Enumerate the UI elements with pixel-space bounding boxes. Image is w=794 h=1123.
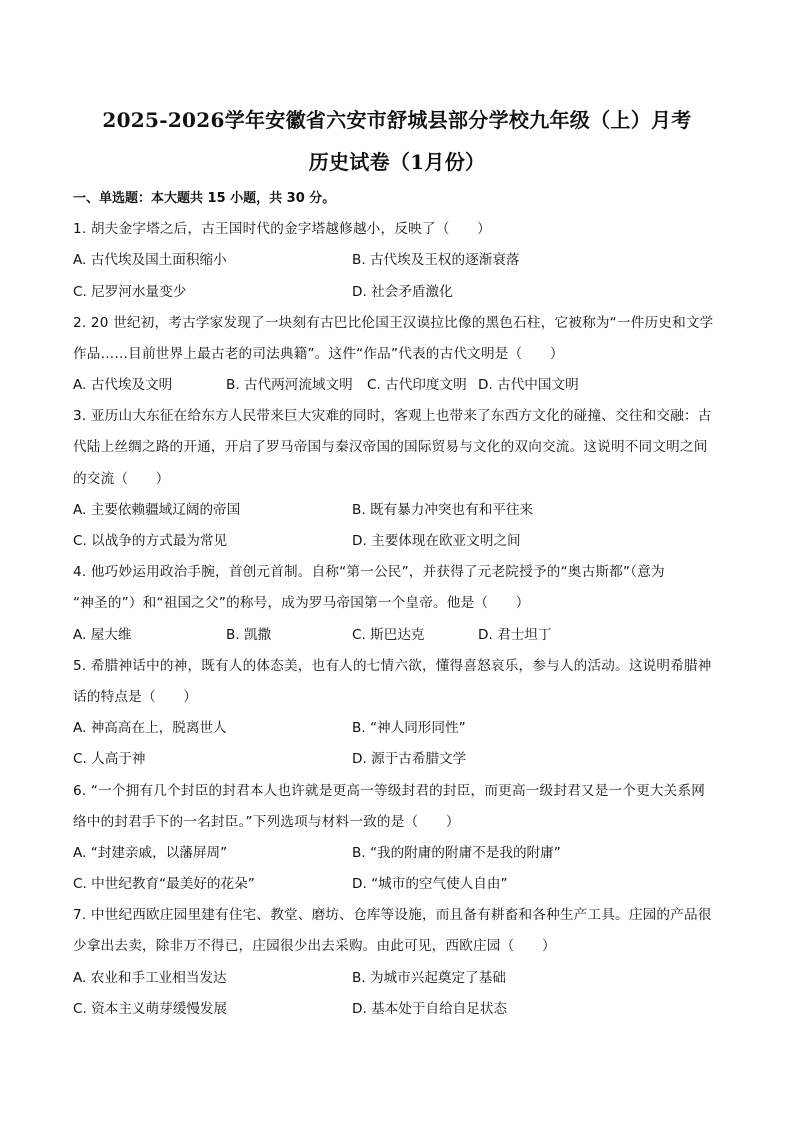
question-5-option-c: C. 人高于神	[73, 751, 146, 767]
question-7-option-b: B. 为城市兴起奠定了基础	[352, 970, 506, 986]
question-5-text: 5. 希腊神话中的神，既有人的体态美，也有人的七情六欲，懂得喜怒哀乐，参与人的活动。这说明希腊神	[73, 658, 712, 674]
section-heading: 一、单选题：本大题共 15 小题，共 30 分。	[73, 191, 336, 206]
question-6-option-c: C. 中世纪教育“最美好的花朵”	[73, 876, 255, 892]
question-2-text: 作品……目前世界上最古老的司法典籍”。这件“作品”代表的古代文明是（ ）	[73, 346, 564, 362]
question-1-option-d: D. 社会矛盾激化	[352, 284, 453, 300]
question-5-option-d: D. 源于古希腊文学	[352, 751, 467, 767]
question-6-text: 6. “一个拥有几个封臣的封君本人也许就是更高一等级封君的封臣，而更高一级封君又是一个更大关系网	[73, 783, 706, 799]
question-3-option-b: B. 既有暴力冲突也有和平往来	[352, 502, 534, 518]
question-3-option-a: A. 主要依赖疆域辽阔的帝国	[73, 502, 241, 518]
question-4-text: 4. 他巧妙运用政治手腕，首创元首制。自称“第一公民”，并获得了元老院授予的“奥古斯都”（意为	[73, 564, 665, 580]
question-3-text: 3. 亚历山大东征在给东方人民带来巨大灾难的同时，客观上也带来了东西方文化的碰撞、交往和交融：古	[73, 408, 712, 424]
question-4-text: “神圣的”）和“祖国之父”的称号，成为罗马帝国第一个皇帝。他是（ ）	[73, 595, 530, 611]
question-4-option-b: B. 凯撒	[226, 627, 272, 643]
question-3-text: 的交流（ ）	[73, 471, 170, 487]
question-6-option-a: A. “封建亲戚，以藩屏周”	[73, 845, 228, 861]
question-4-option-d: D. 君士坦丁	[478, 627, 552, 643]
question-2-text: 2. 20 世纪初，考古学家发现了一块刻有古巴比伦国王汉谟拉比像的黑色石柱，它被称为“一件历史和文学	[73, 315, 714, 331]
exam-title-line1: 2025-2026学年安徽省六安市舒城县部分学校九年级（上）月考	[102, 108, 692, 132]
question-3-text: 代陆上丝绸之路的开通，开启了罗马帝国与秦汉帝国的国际贸易与文化的双向交流。这说明不同文明之间	[73, 439, 708, 455]
question-1-option-c: C. 尼罗河水量变少	[73, 284, 187, 300]
question-5-option-b: B. “神人同形同性”	[352, 720, 466, 736]
question-7-option-a: A. 农业和手工业相当发达	[73, 970, 227, 986]
question-3-option-d: D. 主要体现在欧亚文明之间	[352, 533, 521, 549]
question-2-option-c: C. 古代印度文明	[367, 377, 467, 393]
question-3-option-c: C. 以战争的方式最为常见	[73, 533, 228, 549]
exam-title-line2: 历史试卷（1月份）	[308, 150, 486, 174]
question-6-text: 络中的封君手下的一名封臣。”下列选项与材料一致的是（ ）	[73, 814, 460, 830]
question-2-option-d: D. 古代中国文明	[478, 377, 579, 393]
question-4-option-a: A. 屋大维	[73, 627, 132, 643]
question-1-text: 1. 胡夫金字塔之后，古王国时代的金字塔越修越小，反映了（ ）	[73, 221, 491, 237]
question-5-text: 话的特点是（ ）	[73, 689, 198, 705]
question-1-option-a: A. 古代埃及国土面积缩小	[73, 252, 227, 268]
question-7-text: 少拿出去卖，除非万不得已，庄园很少出去采购。由此可见，西欧庄园（ ）	[73, 938, 556, 954]
question-4-option-c: C. 斯巴达克	[352, 627, 425, 643]
question-7-option-c: C. 资本主义萌芽缓慢发展	[73, 1001, 228, 1017]
question-1-option-b: B. 古代埃及王权的逐渐衰落	[352, 252, 520, 268]
question-7-option-d: D. 基本处于自给自足状态	[352, 1001, 508, 1017]
question-7-text: 7. 中世纪西欧庄园里建有住宅、教堂、磨坊、仓库等设施，而且备有耕畜和各种生产工具。庄园的产品很	[73, 907, 712, 923]
question-5-option-a: A. 神高高在上，脱离世人	[73, 720, 227, 736]
question-6-option-b: B. “我的附庸的附庸不是我的附庸”	[352, 845, 561, 861]
question-2-option-a: A. 古代埃及文明	[73, 377, 173, 393]
question-2-option-b: B. 古代两河流域文明	[226, 377, 353, 393]
question-6-option-d: D. “城市的空气使人自由”	[352, 876, 508, 892]
